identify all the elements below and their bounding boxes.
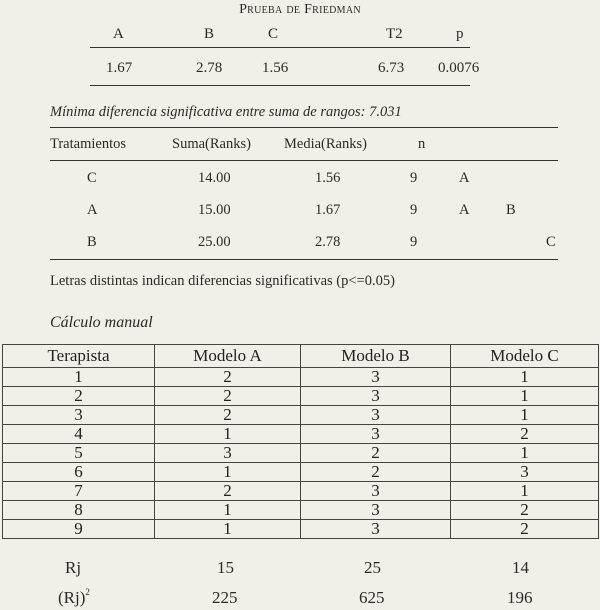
cell-modelo-b: 3 — [301, 387, 451, 406]
table-row — [3, 501, 599, 520]
cell-modelo-c: 2 — [451, 501, 599, 520]
friedman-header-b: B — [204, 26, 215, 42]
cell-terapista: 8 — [3, 501, 155, 520]
cell-modelo-a: 2 — [155, 482, 301, 501]
ranks-header-media: Media(Ranks) — [284, 136, 367, 152]
friedman-bottom-rule — [90, 85, 470, 86]
cell-modelo-c: 1 — [451, 387, 599, 406]
cell-modelo-b: 2 — [301, 444, 451, 463]
cell-terapista: 9 — [3, 520, 155, 539]
ranks-row-2-group-a: A — [459, 202, 470, 218]
rj2-label — [58, 588, 90, 608]
manual-table — [2, 344, 599, 539]
cell-terapista: 1 — [3, 368, 155, 387]
ranks-row-2-suma: 15.00 — [198, 202, 231, 218]
cell-terapista: 6 — [3, 463, 155, 482]
friedman-header-a: A — [113, 26, 124, 42]
ranks-header-rule — [50, 160, 558, 161]
rj2-modelo-b: 625 — [359, 588, 385, 607]
ranks-row-3-suma: 25.00 — [198, 234, 231, 250]
ranks-row-3-trat: B — [87, 234, 97, 250]
friedman-value-p: 0.0076 — [438, 60, 480, 76]
cell-modelo-c: 2 — [451, 425, 599, 444]
friedman-value-c: 1.56 — [262, 60, 289, 76]
rj-label: Rj — [65, 558, 82, 577]
rj-modelo-b: 25 — [364, 558, 381, 577]
friedman-value-a: 1.67 — [106, 60, 133, 76]
rj-modelo-a: 15 — [217, 558, 234, 577]
ranks-row-1-suma: 14.00 — [198, 170, 231, 186]
manual-title: Cálculo manual — [50, 314, 153, 331]
cell-modelo-c: 1 — [451, 368, 599, 387]
cell-terapista: 2 — [3, 387, 155, 406]
cell-modelo-c: 1 — [451, 482, 599, 501]
table-row — [3, 387, 599, 406]
manual-header-modelo-a: Modelo A — [155, 345, 301, 368]
cell-modelo-c: 1 — [451, 406, 599, 425]
ranks-row-2-group-b: B — [506, 202, 516, 218]
cell-modelo-c: 3 — [451, 463, 599, 482]
cell-modelo-c: 2 — [451, 520, 599, 539]
cell-modelo-b: 3 — [301, 501, 451, 520]
ranks-row-2-media: 1.67 — [315, 202, 341, 218]
ranks-row-3-media: 2.78 — [315, 234, 341, 250]
friedman-title: Prueba de Friedman — [239, 2, 361, 17]
ranks-bottom-rule — [50, 259, 558, 260]
manual-header-modelo-c: Modelo C — [451, 345, 599, 368]
rj2-label-sup: 2 — [85, 587, 90, 597]
manual-header-row — [3, 345, 599, 368]
table-row — [3, 482, 599, 501]
ranks-row-1-n: 9 — [410, 170, 418, 186]
friedman-value-b: 2.78 — [196, 60, 223, 76]
ranks-row-2-n: 9 — [410, 202, 418, 218]
cell-modelo-b: 3 — [301, 368, 451, 387]
cell-modelo-a: 1 — [155, 501, 301, 520]
significance-note: Letras distintas indican diferencias significativas (p<=0.05) — [50, 273, 395, 289]
friedman-header-t2: T2 — [386, 26, 403, 42]
cell-terapista: 7 — [3, 482, 155, 501]
friedman-header-c: C — [268, 26, 279, 42]
cell-modelo-a: 1 — [155, 425, 301, 444]
friedman-header-p: p — [456, 26, 464, 42]
ranks-row-3-group-c: C — [546, 234, 556, 250]
table-row — [3, 520, 599, 539]
ranks-row-3-n: 9 — [410, 234, 418, 250]
cell-modelo-a: 1 — [155, 520, 301, 539]
cell-modelo-a: 3 — [155, 444, 301, 463]
cell-modelo-c: 1 — [451, 444, 599, 463]
cell-modelo-a: 2 — [155, 406, 301, 425]
table-row — [3, 444, 599, 463]
cell-modelo-a: 1 — [155, 463, 301, 482]
ranks-row-1-trat: C — [87, 170, 97, 186]
cell-modelo-b: 3 — [301, 425, 451, 444]
cell-modelo-b: 3 — [301, 482, 451, 501]
table-row — [3, 463, 599, 482]
cell-terapista: 5 — [3, 444, 155, 463]
ranks-top-rule — [50, 127, 558, 128]
table-row — [3, 368, 599, 387]
cell-terapista: 3 — [3, 406, 155, 425]
cell-modelo-b: 2 — [301, 463, 451, 482]
table-row — [3, 406, 599, 425]
rj-modelo-c: 14 — [512, 558, 529, 577]
cell-modelo-b: 3 — [301, 520, 451, 539]
cell-modelo-a: 2 — [155, 368, 301, 387]
friedman-value-t2: 6.73 — [378, 60, 405, 76]
ranks-header-n: n — [418, 136, 426, 152]
ranks-header-tratamientos: Tratamientos — [50, 136, 126, 152]
manual-header-terapista: Terapista — [3, 345, 155, 368]
cell-modelo-b: 3 — [301, 406, 451, 425]
ranks-row-2-trat: A — [87, 202, 98, 218]
ranks-row-1-group-a: A — [459, 170, 470, 186]
rj2-label-base: (Rj) — [58, 588, 86, 607]
ranks-header-suma: Suma(Ranks) — [172, 136, 251, 152]
lsd-caption: Mínima diferencia significativa entre suma de rangos: 7.031 — [50, 104, 402, 120]
cell-terapista: 4 — [3, 425, 155, 444]
table-row — [3, 425, 599, 444]
rj2-modelo-a: 225 — [212, 588, 238, 607]
friedman-header-rule — [90, 47, 470, 48]
manual-header-modelo-b: Modelo B — [301, 345, 451, 368]
ranks-row-1-media: 1.56 — [315, 170, 341, 186]
cell-modelo-a: 2 — [155, 387, 301, 406]
rj2-modelo-c: 196 — [507, 588, 533, 607]
